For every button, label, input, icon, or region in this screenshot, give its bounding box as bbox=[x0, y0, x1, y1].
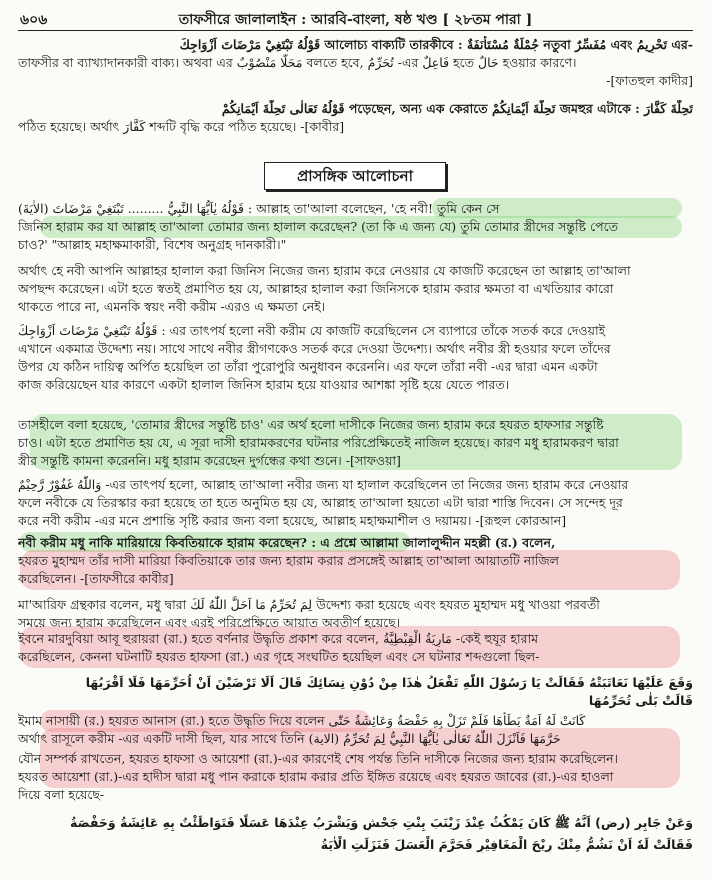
page-number: ৬০৬ bbox=[20, 12, 48, 28]
body-line-14: وَاللّٰهُ غَفُوْرٌ رَّحِيْمٌ -এর তাৎপর্য হলো, আল্লাহ তা'আলা নবীর জন্য যা হালাল করেছিলেন তা নিজের জন্য হারাম করে নেওয়ার bbox=[18, 477, 629, 492]
top-citation-1: -[ফাতহুল কাদীর] bbox=[606, 73, 693, 88]
body-line-9: উপর যে কঠিন দায়িত্ব অর্পিত হয়েছিল তা তাঁরা পুরোপুরি অনুধাবন করেননি। এর ফলে তাঁরা নবী -এর দ্বারা এমন একটা bbox=[18, 359, 598, 374]
body-line-19: করেছিলেন। -[তাফসীরে কাবীর] bbox=[18, 571, 174, 586]
arabic-hadith-1-line-2: قَالَتْ بَلٰى تُحَرِّمُهَا bbox=[588, 693, 693, 708]
arabic-hadith-1-line-1: وَقَعَ عَلَيْهَا نَعَاتَبَتْهُ فَقَالَتْ يَا رَسُوْلَ اللّٰهِ تَفْعَلُ هٰذَا مِنْ دُوْنِ نِسَائِكَ قَالَ اَلَا تَرْضَيْنَ اَنْ اُحَرِّمَهَا فَلَا اَقْرَبُهَا bbox=[85, 675, 693, 690]
body-line-23: করেছিলেন, কেননা ঘটনাটি হযরত হাফসা (রা.) এর গৃহে সংঘটিত হয়েছিল এবং সে ঘটনার শব্দগুলো ছিল- bbox=[18, 649, 540, 664]
body-line-4: অর্থাৎ হে নবী আপনি আল্লাহর হালাল করা জিনিস নিজের জন্য হারাম করে নেওয়ার যে কাজটি করেছেন তা আল্লাহ তা'আলা bbox=[18, 263, 631, 278]
body-line-21: সময়ে জন্য হারাম করেছিলেন এবং এরই পরিপ্রেক্ষিতে আয়াত অবতীর্ণ হয়েছে। bbox=[18, 615, 401, 630]
running-title: তাফসীরে জালালাইন : আরবি-বাংলা, ষষ্ঠ খণ্ড [ ২৮তম পারা ] bbox=[178, 12, 533, 28]
body2-line-2: অর্থাৎ রাসূলে করীম -এর একটি দাসী ছিল, যার সাথে তিনি حَرَّمَهَا فَاَنْزَلَ اللّٰهُ تَعَالٰى يٰاَيُّهَا النَّبِيُّ لِمَ تُحَرِّمُ (الاية) bbox=[18, 731, 561, 746]
body2-line-3: যৌন সম্পর্ক রাখতেন, হযরত হাফসা ও আয়েশা (রা.)-এর কারণেই শেষ পর্যন্ত তিনি দাসীকে নিজের জন্য হারাম করেছিলেন। bbox=[18, 751, 619, 766]
body-line-3: চাও?' "আল্লাহ মহাক্ষমাকারী, বিশেষ অনুগ্রহ দানকারী।" bbox=[18, 237, 287, 252]
body-line-7: قَوْلُهُ تَبْتَغِيْ مَرْضَاتَ اَزْوَاجِكَ : এর তাৎপর্য হলো নবী করীম যে কাজটি করেছিলেন সে ব্যাপারে তাঁকে সতর্ক করে দেওয়াই bbox=[18, 323, 606, 338]
body-line-1: قَوْلُهُ يٰاَيُّهَا النَّبِيُّ ......... تَبْتَغِيْ مَرْضَاتَ (الاٰيَةَ) : আল্লাহ তা'আলা বলেছেন, 'হে নবী! তুমি কেন সে bbox=[18, 201, 500, 216]
body-line-16: করে নবী করীম -এর মনে প্রশান্তি সৃষ্টি করার জন্য বলা হয়েছে, আল্লাহ মহাক্ষমাশীল ও দয়াময়। -[রূহুল কোরআন] bbox=[18, 513, 567, 528]
body2-line-4: হযরত আয়েশা (রা.)-এর হাদীস দ্বারা মধু পান করাকে হারাম করার প্রতি ইঙ্গিত রয়েছে এবং হযরত জাবের (রা.)-এর হাওলা bbox=[18, 769, 614, 784]
top-line-3: تَحِلَّةَ كَفَّارَ : জমহুর এটাকে تَحِلَّةَ اَيْمَانِكُمْ পড়েছেন, অন্য এক কেরাতে قَوْلُهُ تَعَالٰى تَحِلَّةَ اَيْمَانِكُمْ bbox=[221, 101, 693, 116]
arabic-hadith-2-line-2: فَقَالَتْ لَهٗ اَنْ نَشُمُّ مِنْكَ رِيْحَ الْمَغَافِيْرِ فَحَرَّمَ الْعَسَلَ فَنَزَلَتِ الْاٰيَةُ bbox=[320, 837, 693, 852]
body-line-10: কাজ করিয়েছেন যার কারণে একটা হালাল জিনিস হারাম হয়ে যাওয়ার আশঙ্কা সৃষ্টি হয়ে যেতে পারত। bbox=[18, 377, 510, 392]
body2-line-5: দিয়ে বলা হয়েছে- bbox=[18, 787, 105, 802]
top-line-1: -এর تَحْرِيمُ এবং مُفَسِّرٌ নতুবা جُمْلَةٌ مُسْتَأْنَفَةٌ : আলোচ্য বাক্যটি তারকীবে قَوْلُهُ تَبْتَغِيْ مَرْضَاتَ اَزْوَاجِكَ bbox=[179, 37, 693, 52]
body-line-11: তাসহীলে বলা হয়েছে, 'তোমার স্ত্রীদের সন্তুষ্টি চাও' এর অর্থ হলো দাসীকে নিজের জন্য হারাম করে হযরত হাফসার সন্তুষ্টি bbox=[18, 417, 604, 432]
body-line-15: ফলে নবীকে যে তিরস্কার করা হয়েছে তা হতে অনুমিত হয় যে, আল্লাহ তা'আলা হয়তো এটা দ্বারা শাস্তি দিবেন। সে সন্দেহ দূর bbox=[18, 495, 623, 510]
body2-line-1: ইমাম নাসায়ী (র.) হযরত আনাস (রা.) হতে উদ্ধৃতি দিয়ে বলেন كَانَتْ لَهُ اَمَةٌ يَطَأُهَا فَلَمْ تَزَلْ بِهِ حَفْصَةُ وَعَائِشَةُ حَتّٰى bbox=[18, 713, 586, 728]
body-line-18: হযরত মুহাম্মদ তাঁর দাসী মারিয়া কিবতিয়াকে তার জন্য হারাম করার প্রসঙ্গেই আল্লাহ তা'আলা আয়াতটি নাজিল bbox=[18, 553, 559, 568]
arabic-hadith-2-line-1: وَعَنْ جَابِرٍ (رض) اَنَّهُ ﷺ كَانَ يَمْكُثُ عِنْدَ زَيْنَبَ بِنْتِ جَحْشٍ وَيَشْرَبُ عِنْدَهَا عَسَلًا فَتَوَاطَئْتُ بِهِ عَائِشَةُ وَحَفْصَةُ bbox=[70, 815, 693, 830]
top-line-2: তাফসীর বা ব্যাখ্যাদানকারী বাক্য। অথবা এর مَحَلًّا مَنْصُوْبٌ বলতে হবে, تُحَرِّمُ -এর فَاعِلٌ হতে حَالٌ হওয়ার কারণে। bbox=[18, 55, 577, 70]
top-line-4: পঠিত হয়েছে। অর্থাৎ كَفَّارَ শব্দটি বৃদ্ধি করে পঠিত হয়েছে। -[কাবীর] bbox=[18, 119, 345, 134]
body-line-6: থাকতে পারে না, এমনকি স্বয়ং নবী করীম -এরও এ ক্ষমতা নেই। bbox=[18, 299, 326, 314]
body-line-17: নবী করীম মধু নাকি মারিয়ায়ে কিবতিয়াকে হারাম করেছেন? : এ প্রশ্নে আল্লামা জালালুদ্দীন মহল্লী (র.) বলেন, bbox=[18, 535, 556, 550]
body-line-5: অপছন্দ করেছেন। এটা হতে স্বতই প্রমাণিত হয় যে, আল্লাহর হালাল করা জিনিসকে হারাম করার ক্ষমতা বা এখতিয়ার কারো bbox=[18, 281, 614, 296]
body-line-20: মা'আরিফ গ্রন্থকার বলেন, মধু দ্বারা لِمَ تُحَرِّمُ مَا اَحَلَّ اللّٰهُ لَكَ উদ্দেশ্য করা হয়েছে এবং হযরত মুহাম্মদ মধু খাওয়া পরবর্তী bbox=[18, 597, 600, 612]
page-header bbox=[18, 6, 693, 31]
body-line-8: এখানে একমাত্র উদ্দেশ্য নয়। সাথে সাথে নবীর স্ত্রীগণকেও সতর্ক করে দেওয়া উদ্দেশ্য। অর্থাৎ নবীর স্ত্রী হওয়ার ফলে তাঁদের bbox=[18, 341, 611, 356]
body-line-2: জিনিস হারাম কর যা আল্লাহ তা'আলা তোমার জন্য হালাল করেছেন? (তা কি এ জন্য যে) তুমি তোমার স্ত্রীদের সন্তুষ্টি পেতে bbox=[18, 219, 618, 234]
body-line-22: ইবনে মারদুবিয়া আবূ হুরায়রা (রা.) হতে বর্ণনার উদ্ধৃতি প্রকাশ করে বলেন, مَارِيَةُ الْقِبْطِيَّةُ -কেই হুযূর হারাম bbox=[18, 631, 539, 646]
body-line-12: চাও। এটা হতে প্রমাণিত হয় যে, এ সূরা দাসী হারামকরণের ঘটনার পরিপ্রেক্ষিতেই নাজিল হয়েছে। কারণ মধু হারামকরণ দ্বারা bbox=[18, 435, 619, 450]
body-line-13: স্ত্রীর সন্তুষ্টি কামনা করেননি। মধু হারাম করেছেন দুর্গন্ধের কথা শুনে। -[সাফওয়া] bbox=[18, 453, 401, 468]
section-title: প্রাসঙ্গিক আলোচনা bbox=[264, 162, 446, 190]
